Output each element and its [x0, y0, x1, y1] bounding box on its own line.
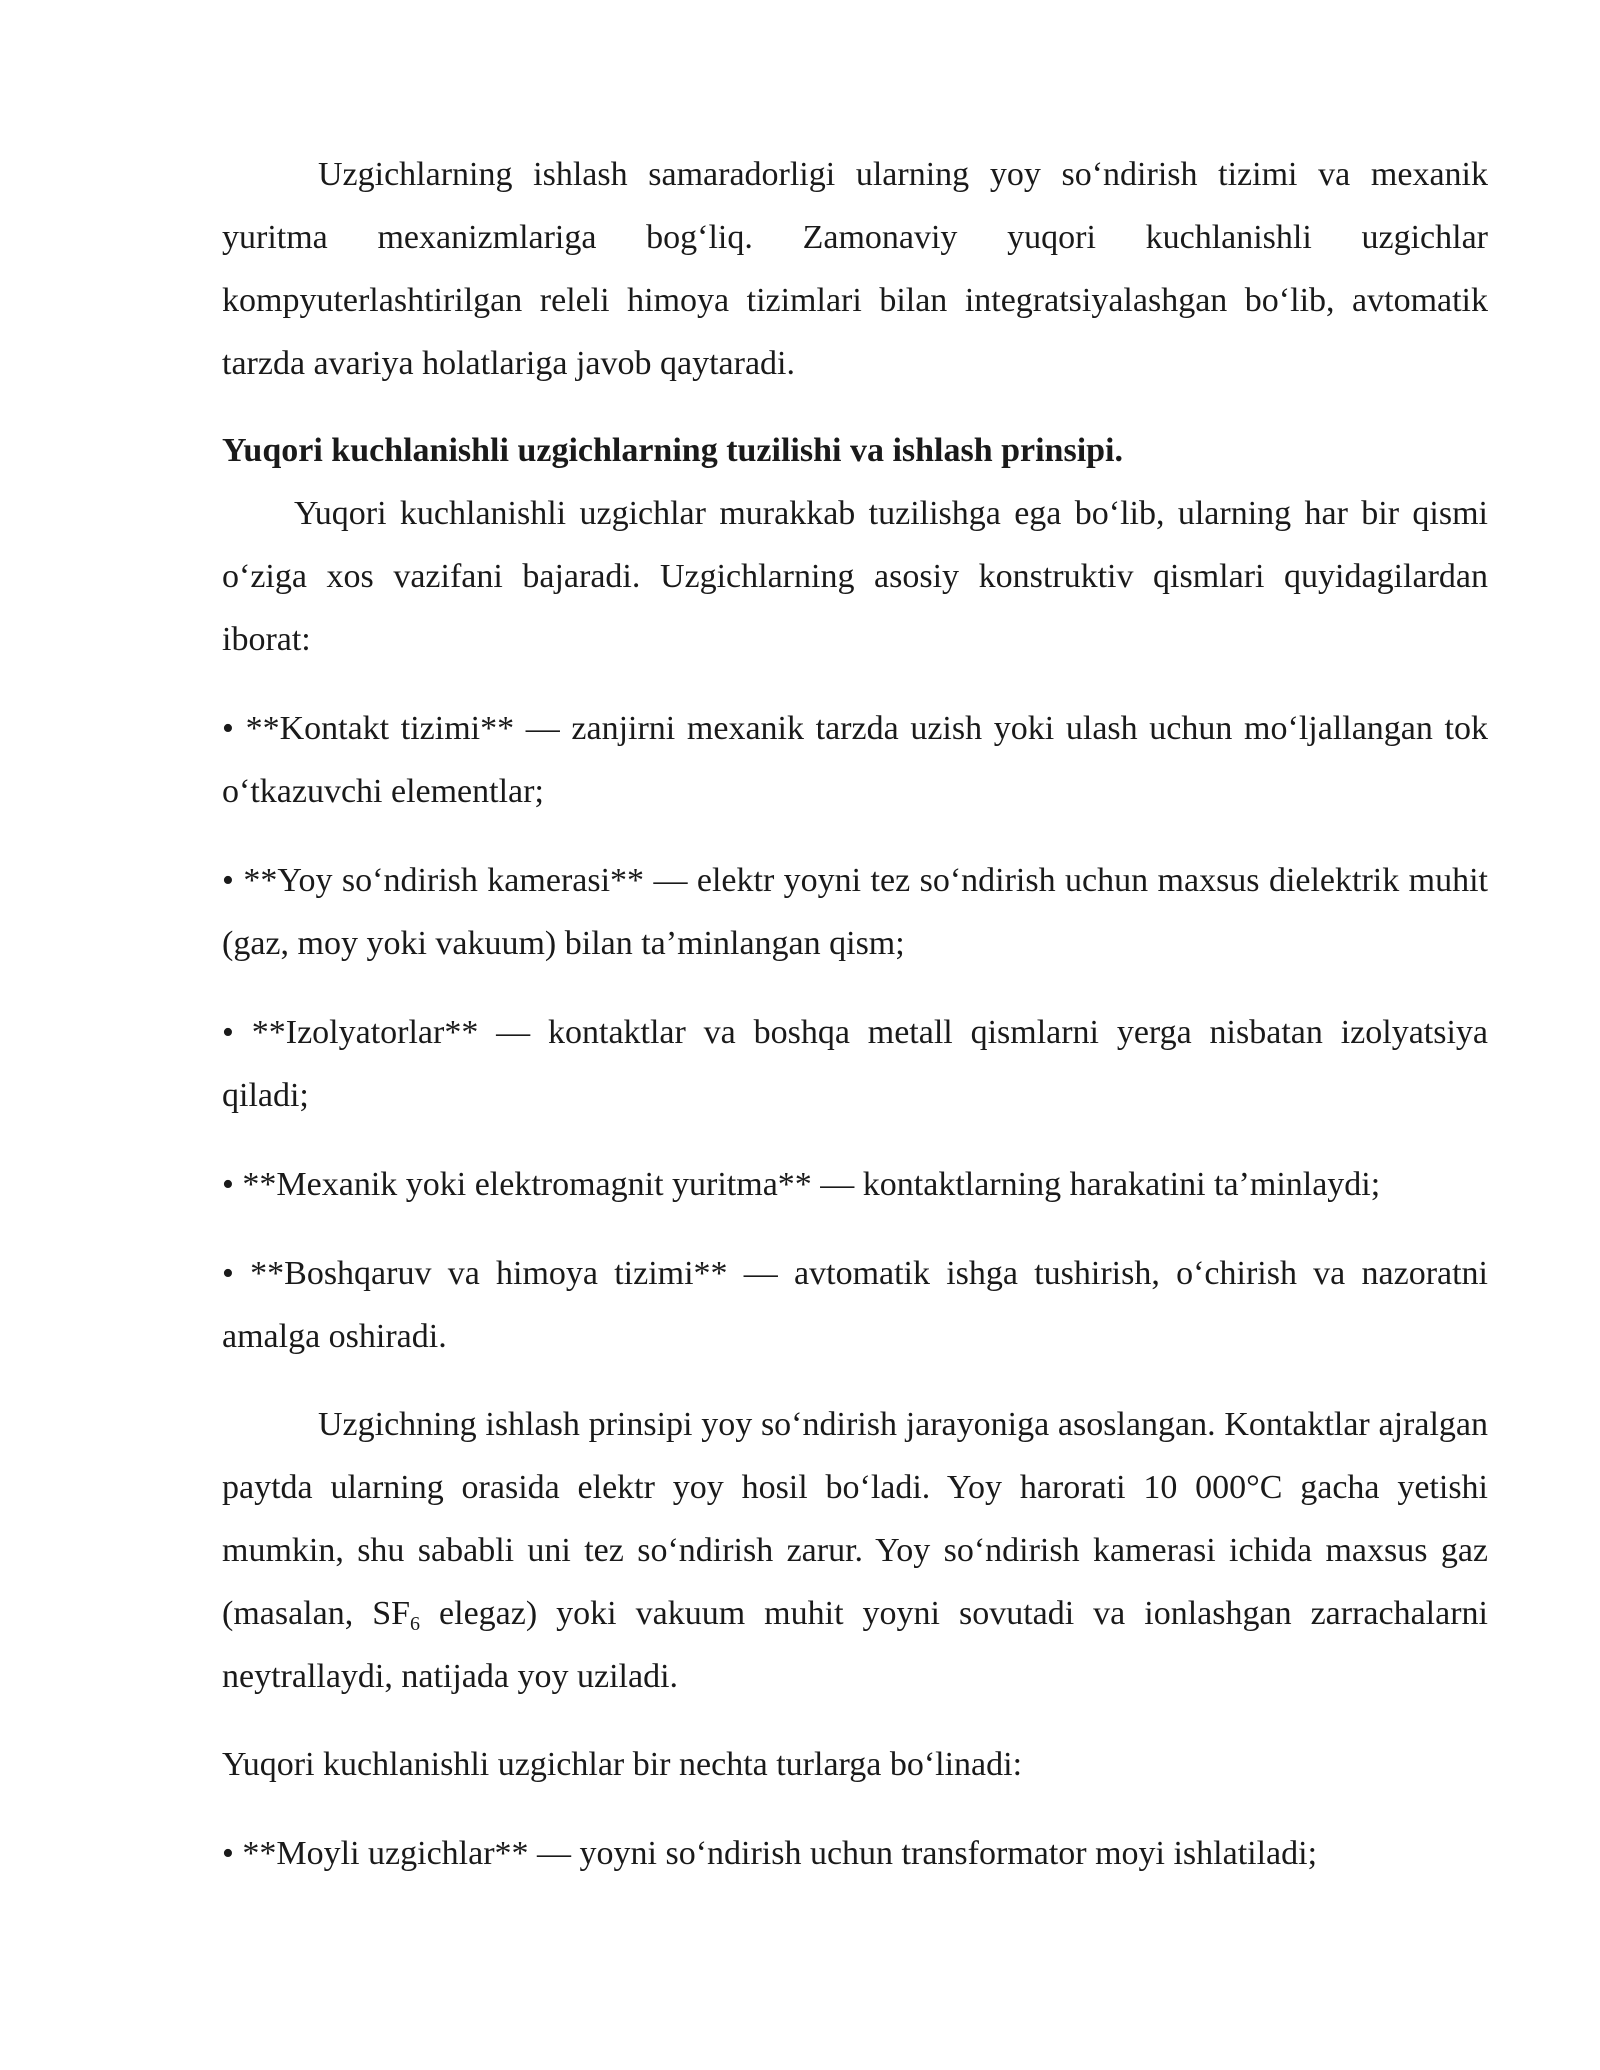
- paragraph-intro: Uzgichlarning ishlash samaradorligi ularning yoy so‘ndirish tizimi va mexanik yuritma mexanizmlariga bog‘liq. Zamonaviy yuqori kuchlanishli uzgichlar kompyuterlashtirilgan releli himoya tizimlari bilan integratsiyalashgan bo‘lib, avtomatik tarzda avariya holatlariga javob qaytaradi.: [222, 156, 1488, 382]
- paragraph-principle: [222, 1393, 1488, 1708]
- principle-text-part2: elegaz) yoki vakuum muhit yoyni sovutadi va ionlashgan zarrachalarni neytrallaydi, natijada yoy uziladi.: [222, 1595, 1488, 1695]
- document-page: [222, 143, 1488, 1885]
- list-item-arc-chamber: • **Yoy so‘ndirish kamerasi** — elektr yoyni tez so‘ndirish uchun maxsus dielektrik muhit (gaz, moy yoki vakuum) bilan ta’minlangan qism;: [222, 862, 1488, 962]
- section-heading: Yuqori kuchlanishli uzgichlarning tuzilishi va ishlash prinsipi.: [222, 432, 1123, 469]
- list-item-oil-breakers: • **Moyli uzgichlar** — yoyni so‘ndirish uchun transformator moyi ishlatiladi;: [222, 1835, 1318, 1872]
- list-item-drive: • **Mexanik yoki elektromagnit yuritma** — kontaktlarning harakatini ta’minlaydi;: [222, 1166, 1381, 1203]
- list-item-control-system: • **Boshqaruv va himoya tizimi** — avtomatik ishga tushirish, o‘chirish va nazoratni amalga oshiradi.: [222, 1255, 1488, 1355]
- list-item-insulators: • **Izolyatorlar** — kontaktlar va boshqa metall qismlarni yerga nisbatan izolyatsiya qiladi;: [222, 1014, 1488, 1114]
- paragraph-structure: Yuqori kuchlanishli uzgichlar murakkab tuzilishga ega bo‘lib, ularning har bir qismi o‘ziga xos vazifani bajaradi. Uzgichlarning asosiy konstruktiv qismlari quyidagilardan iborat:: [222, 495, 1488, 658]
- principle-text-part1: Uzgichning ishlash prinsipi yoy so‘ndirish jarayoniga asoslangan. Kontaktlar ajralgan paytda ularning orasida elektr yoy hosil bo‘ladi. Yoy harorati 10 000°C gacha yetishi mumkin, shu sababli uni tez so‘ndirish zarur. Yoy so‘ndirish kamerasi ichida maxsus gaz (masalan, SF: [222, 1406, 1488, 1632]
- list-item-contact-system: • **Kontakt tizimi** — zanjirni mexanik tarzda uzish yoki ulash uchun mo‘ljallangan tok o‘tkazuvchi elementlar;: [222, 710, 1488, 810]
- sf6-subscript: 6: [410, 1613, 421, 1635]
- paragraph-types-intro: Yuqori kuchlanishli uzgichlar bir nechta turlarga bo‘linadi:: [222, 1746, 1023, 1783]
